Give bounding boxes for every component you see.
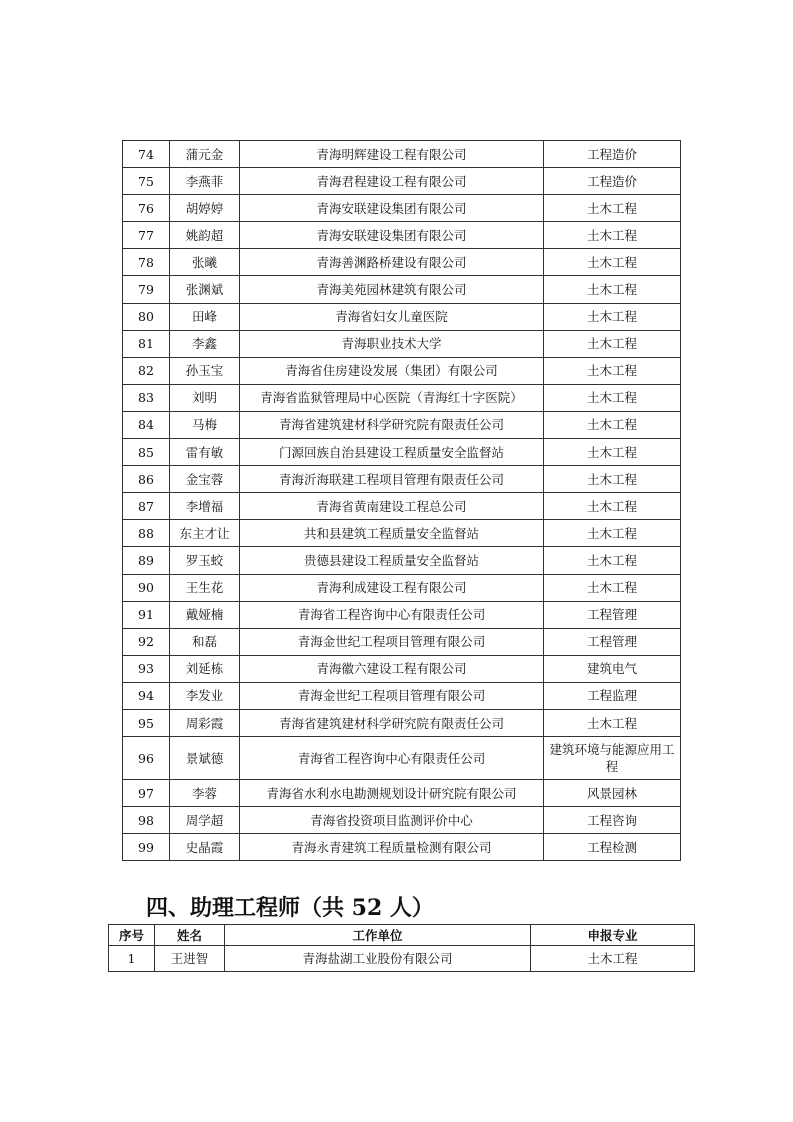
table-row (123, 780, 681, 807)
row-number: 93 (123, 655, 170, 682)
table-row (123, 249, 681, 276)
table-row (123, 628, 681, 655)
person-name: 金宝蓉 (170, 466, 240, 493)
row-number: 98 (123, 807, 170, 834)
table-row (123, 682, 681, 709)
person-name: 戴娅楠 (170, 601, 240, 628)
row-number: 89 (123, 547, 170, 574)
table-row (123, 195, 681, 222)
row-number: 76 (123, 195, 170, 222)
header-no: 序号 (109, 925, 155, 946)
row-number: 75 (123, 168, 170, 195)
table-row (109, 946, 695, 972)
person-name: 东主才让 (170, 520, 240, 547)
assistant-engineer-table (108, 924, 695, 972)
row-number: 77 (123, 222, 170, 249)
row-number: 81 (123, 330, 170, 357)
section-heading: 四、助理工程师（共 52 人） (146, 895, 434, 921)
work-unit: 青海金世纪工程项目管理有限公司 (240, 628, 544, 655)
table-row (123, 709, 681, 736)
declared-major: 土木工程 (544, 574, 681, 601)
person-name: 姚韵超 (170, 222, 240, 249)
table-row (123, 384, 681, 411)
work-unit: 青海安联建设集团有限公司 (240, 222, 544, 249)
work-unit: 青海明辉建设工程有限公司 (240, 141, 544, 168)
table-row (123, 601, 681, 628)
table-row (123, 330, 681, 357)
work-unit: 青海利成建设工程有限公司 (240, 574, 544, 601)
declared-major: 土木工程 (544, 493, 681, 520)
person-name: 张曦 (170, 249, 240, 276)
table-row (123, 574, 681, 601)
declared-major: 工程造价 (544, 168, 681, 195)
work-unit: 青海善渊路桥建设有限公司 (240, 249, 544, 276)
table-row (123, 807, 681, 834)
declared-major: 工程监理 (544, 682, 681, 709)
row-number: 80 (123, 303, 170, 330)
assistant-table-body (109, 946, 695, 972)
table-row (123, 493, 681, 520)
row-number: 88 (123, 520, 170, 547)
declared-major: 工程管理 (544, 601, 681, 628)
header-unit: 工作单位 (225, 925, 531, 946)
person-name: 景斌德 (170, 737, 240, 780)
table-row (123, 303, 681, 330)
row-number: 87 (123, 493, 170, 520)
person-name: 孙玉宝 (170, 357, 240, 384)
declared-major: 土木工程 (544, 709, 681, 736)
table-row (123, 466, 681, 493)
work-unit: 青海君程建设工程有限公司 (240, 168, 544, 195)
table-row (123, 655, 681, 682)
declared-major: 土木工程 (544, 222, 681, 249)
declared-major: 土木工程 (531, 946, 695, 972)
declared-major: 建筑环境与能源应用工程 (544, 737, 681, 780)
work-unit: 青海省监狱管理局中心医院（青海红十字医院） (240, 384, 544, 411)
declared-major: 土木工程 (544, 357, 681, 384)
work-unit: 青海美苑园林建筑有限公司 (240, 276, 544, 303)
work-unit: 青海省工程咨询中心有限责任公司 (240, 601, 544, 628)
row-number: 96 (123, 737, 170, 780)
row-number: 97 (123, 780, 170, 807)
person-name: 刘延栋 (170, 655, 240, 682)
person-name: 李增福 (170, 493, 240, 520)
row-number: 82 (123, 357, 170, 384)
person-name: 李鑫 (170, 330, 240, 357)
row-number: 79 (123, 276, 170, 303)
work-unit: 青海徽六建设工程有限公司 (240, 655, 544, 682)
row-number: 83 (123, 384, 170, 411)
declared-major: 土木工程 (544, 520, 681, 547)
work-unit: 青海永青建筑工程质量检测有限公司 (240, 834, 544, 861)
work-unit: 门源回族自治县建设工程质量安全监督站 (240, 439, 544, 466)
work-unit: 青海安联建设集团有限公司 (240, 195, 544, 222)
person-name: 雷有敏 (170, 439, 240, 466)
work-unit: 青海职业技术大学 (240, 330, 544, 357)
header-major: 申报专业 (531, 925, 695, 946)
engineer-table-body (123, 141, 681, 861)
row-number: 94 (123, 682, 170, 709)
work-unit: 青海金世纪工程项目管理有限公司 (240, 682, 544, 709)
declared-major: 土木工程 (544, 439, 681, 466)
person-name: 史晶霞 (170, 834, 240, 861)
person-name: 李燕菲 (170, 168, 240, 195)
declared-major: 建筑电气 (544, 655, 681, 682)
work-unit: 青海省住房建设发展（集团）有限公司 (240, 357, 544, 384)
table-row (123, 168, 681, 195)
person-name: 和磊 (170, 628, 240, 655)
declared-major: 土木工程 (544, 384, 681, 411)
declared-major: 土木工程 (544, 466, 681, 493)
person-name: 张渊斌 (170, 276, 240, 303)
table-row (123, 547, 681, 574)
work-unit: 青海省投资项目监测评价中心 (240, 807, 544, 834)
header-name: 姓名 (155, 925, 225, 946)
row-number: 74 (123, 141, 170, 168)
table-row (123, 222, 681, 249)
work-unit: 青海省工程咨询中心有限责任公司 (240, 737, 544, 780)
declared-major: 土木工程 (544, 195, 681, 222)
row-number: 90 (123, 574, 170, 601)
table-row (123, 439, 681, 466)
work-unit: 青海省水利水电勘测规划设计研究院有限公司 (240, 780, 544, 807)
row-number: 85 (123, 439, 170, 466)
person-name: 周彩霞 (170, 709, 240, 736)
row-number: 95 (123, 709, 170, 736)
work-unit: 共和县建筑工程质量安全监督站 (240, 520, 544, 547)
declared-major: 风景园林 (544, 780, 681, 807)
table-row (123, 357, 681, 384)
work-unit: 贵德县建设工程质量安全监督站 (240, 547, 544, 574)
table-row (123, 276, 681, 303)
row-number: 86 (123, 466, 170, 493)
declared-major: 工程咨询 (544, 807, 681, 834)
declared-major: 土木工程 (544, 411, 681, 438)
work-unit: 青海省黄南建设工程总公司 (240, 493, 544, 520)
row-number: 84 (123, 411, 170, 438)
row-number: 92 (123, 628, 170, 655)
row-number: 91 (123, 601, 170, 628)
engineer-table (122, 140, 681, 861)
declared-major: 土木工程 (544, 547, 681, 574)
person-name: 田峰 (170, 303, 240, 330)
person-name: 罗玉蛟 (170, 547, 240, 574)
declared-major: 工程造价 (544, 141, 681, 168)
person-name: 马梅 (170, 411, 240, 438)
person-name: 蒲元金 (170, 141, 240, 168)
person-name: 周学超 (170, 807, 240, 834)
declared-major: 工程检测 (544, 834, 681, 861)
work-unit: 青海省妇女儿童医院 (240, 303, 544, 330)
work-unit: 青海省建筑建材科学研究院有限责任公司 (240, 709, 544, 736)
person-name: 王生花 (170, 574, 240, 601)
table-row (123, 141, 681, 168)
person-name: 刘明 (170, 384, 240, 411)
work-unit: 青海盐湖工业股份有限公司 (225, 946, 531, 972)
row-number: 78 (123, 249, 170, 276)
declared-major: 土木工程 (544, 276, 681, 303)
table-header-row (109, 925, 695, 946)
person-name: 胡婷婷 (170, 195, 240, 222)
person-name: 李蓉 (170, 780, 240, 807)
row-number: 99 (123, 834, 170, 861)
table-row (123, 834, 681, 861)
person-name: 李发业 (170, 682, 240, 709)
declared-major: 土木工程 (544, 330, 681, 357)
work-unit: 青海沂海联建工程项目管理有限责任公司 (240, 466, 544, 493)
table-row (123, 737, 681, 780)
row-number: 1 (109, 946, 155, 972)
declared-major: 土木工程 (544, 249, 681, 276)
work-unit: 青海省建筑建材科学研究院有限责任公司 (240, 411, 544, 438)
person-name: 王进智 (155, 946, 225, 972)
declared-major: 工程管理 (544, 628, 681, 655)
table-row (123, 520, 681, 547)
declared-major: 土木工程 (544, 303, 681, 330)
table-row (123, 411, 681, 438)
